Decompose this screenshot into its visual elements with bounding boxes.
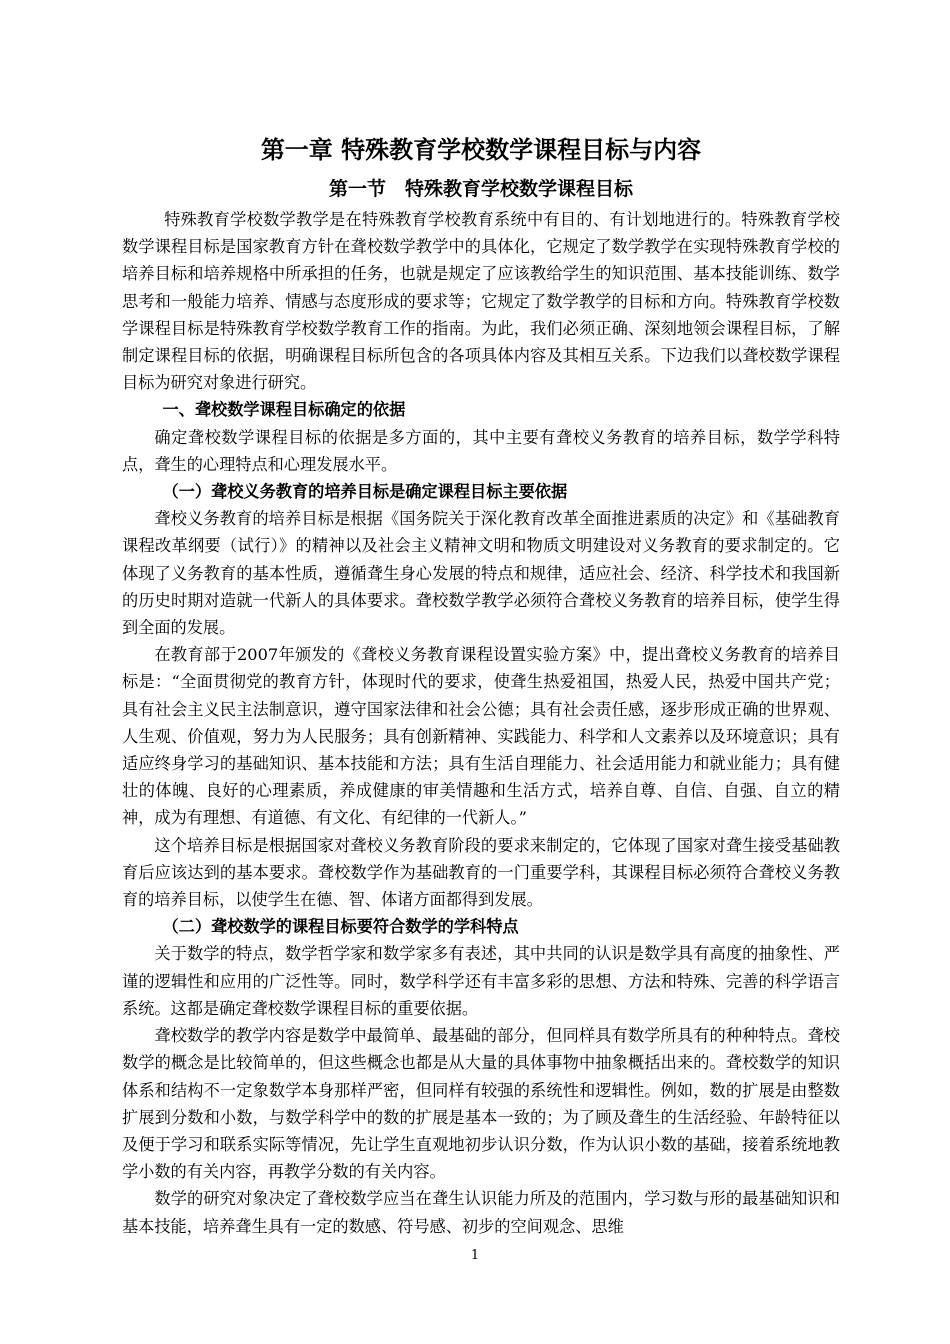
page-number: 1 bbox=[470, 1248, 480, 1263]
section-title: 第一节 特殊教育学校数学课程目标 bbox=[328, 178, 633, 200]
heading-basis: 一、聋校数学课程目标确定的依据 bbox=[162, 400, 406, 420]
paragraph-research-object: 数学的研究对象决定了聋校数学应当在聋生认识能力所及的范围内，学习数与形的最基础知识和基本技能，培养聋生具有一定的数感、符号感、初步的空间观念、思维 bbox=[122, 1189, 840, 1236]
subheading-training-goals: （一）聋校义务教育的培养目标是确定课程目标主要依据 bbox=[162, 482, 568, 502]
subheading-subject-features: （二）聋校数学的课程目标要符合数学的学科特点 bbox=[162, 917, 519, 937]
paragraph-2007-plan: 在教育部于2007年颁发的《聋校义务教育课程设置实验方案》中，提出聋校义务教育的培养目标是：“全面贯彻党的教育方针，体现时代的要求，使聋生热爱祖国，热爱人民，热爱中国共产党；具有社会主义民主法制意识，遵守国家法律和社会公德；具有社会责任感，逐步形成正确的世界观、人生观、价值观，努力为人民服务；具有创新精神、实践能力、科学和人文素养以及环境意识；具有适应终身学习的基础知识、基本技能和方法；具有生活自理能力、社会适用能力和就业能力；具有健壮的体魄、良好的心理素质，养成健康的审美情趣和生活方式，培养自尊、自信、自强、自立的精神，成为有理想、有道德、有文化、有纪律的一代新人。” bbox=[122, 645, 840, 828]
paragraph-training-goals: 聋校义务教育的培养目标是根据《国务院关于深化教育改革全面推进素质的决定》和《基础教育课程改革纲要（试行）》的精神以及社会主义精神文明和物质文明建设对义务教育的要求制定的。它体现了义务教育的基本性质，遵循聋生身心发展的特点和规律，适应社会、经济、科学技术和我国新的历史时期对造就一代新人的具体要求。聋校数学教学必须符合聋校义务教育的培养目标，使学生得到全面的发展。 bbox=[122, 509, 840, 638]
chapter-title: 第一章 特殊教育学校数学课程目标与内容 bbox=[260, 136, 702, 164]
paragraph-goal-requirements: 这个培养目标是根据国家对聋校义务教育阶段的要求来制定的，它体现了国家对聋生接受基础教育后应该达到的基本要求。聋校数学作为基础教育的一门重要学科，其课程目标必须符合聋校义务教育的培养目标，以使学生在德、智、体诸方面都得到发展。 bbox=[122, 835, 840, 910]
page-content bbox=[122, 128, 840, 1240]
intro-paragraph: 特殊教育学校数学教学是在特殊教育学校教育系统中有目的、有计划地进行的。特殊教育学校数学课程目标是国家教育方针在聋校数学教学中的具体化，它规定了数学教学在实现特殊教育学校的培养目标和培养规格中所承担的任务，也就是规定了应该教给学生的知识范围、基本技能训练、数学思考和一般能力培养、情感与态度形成的要求等；它规定了数学教学的目标和方向。特殊教育学校数学课程目标是特殊教育学校数学教育工作的指南。为此，我们必须正确、深刻地领会课程目标，了解制定课程目标的依据，明确课程目标所包含的各项具体内容及其相互关系。下边我们以聋校数学课程目标为研究对象进行研究。 bbox=[122, 210, 840, 393]
paragraph-math-features: 关于数学的特点，数学哲学家和数学家多有表述，其中共同的认识是数学具有高度的抽象性、严谨的逻辑性和应用的广泛性等。同时，数学科学还有丰富多彩的思想、方法和特殊、完善的科学语言系统。这都是确定聋校数学课程目标的重要依据。 bbox=[122, 944, 840, 1018]
paragraph-teaching-content: 聋校数学的教学内容是数学中最简单、最基础的部分，但同样具有数学所具有的种种特点。聋校数学的概念是比较简单的，但这些概念也都是从大量的具体事物中抽象概括出来的。聋校数学的知识体系和结构不一定象数学本身那样严密，但同样有较强的系统性和逻辑性。例如，数的扩展是由整数扩展到分数和小数，与数学科学中的数的扩展是基本一致的；为了顾及聋生的生活经验、年龄特征以及便于学习和联系实际等情况，先让学生直观地初步认识分数，作为认识小数的基础，接着系统地教学小数的有关内容，再教学分数的有关内容。 bbox=[122, 1026, 840, 1182]
paragraph-basis: 确定聋校数学课程目标的依据是多方面的，其中主要有聋校义务教育的培养目标，数学学科特点，聋生的心理特点和心理发展水平。 bbox=[122, 427, 840, 474]
